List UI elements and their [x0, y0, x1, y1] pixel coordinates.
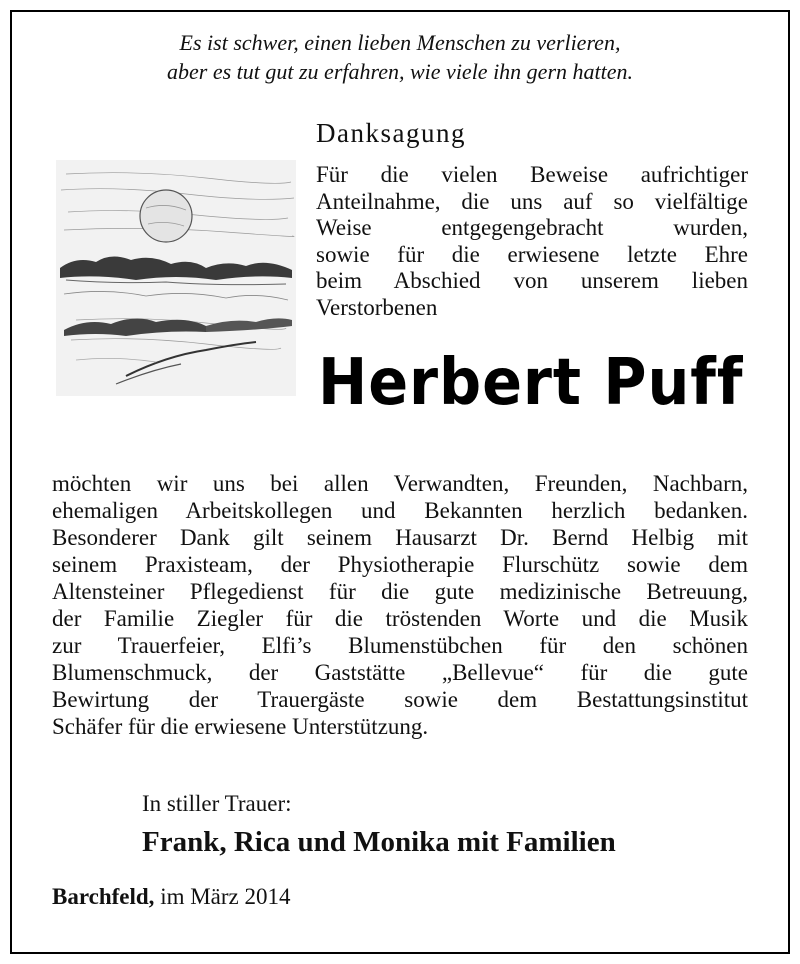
- body-line: der Familie Ziegler für die tröstenden Worte und die Musik: [52, 606, 748, 631]
- quote-line-1: Es ist schwer, einen lieben Menschen zu verlieren,: [179, 30, 621, 55]
- intro-line: Weise entgegengebracht wurden,: [316, 215, 748, 240]
- opening-quote: [0, 28, 800, 86]
- body-line: Schäfer für die erwiesene Unterstützung.: [52, 714, 429, 739]
- body-line: Besonderer Dank gilt seinem Hausarzt Dr. Bernd Helbig mit: [52, 525, 748, 550]
- body-line: ehemaligen Arbeitskollegen und Bekannten herzlich bedanken.: [52, 498, 748, 523]
- intro-line: Anteilnahme, die uns auf so vielfältige: [316, 188, 748, 214]
- mourning-label: In stiller Trauer:: [142, 791, 292, 816]
- intro-line: sowie für die erwiesene letzte Ehre: [316, 241, 748, 267]
- date-text: im März 2014: [160, 884, 291, 909]
- intro-paragraph: [316, 162, 748, 321]
- place-date: [52, 884, 291, 910]
- intro-line: beim Abschied von unserem lieben: [316, 268, 748, 293]
- intro-line: Für die vielen Beweise aufrichtiger: [316, 162, 748, 187]
- deceased-name: Herbert Puff: [318, 346, 744, 420]
- body-line: zur Trauerfeier, Elfi’s Blumenstübchen für den schönen: [52, 633, 748, 658]
- thanks-paragraph: [52, 470, 748, 740]
- family-signature: Frank, Rica und Monika mit Familien: [142, 826, 616, 858]
- body-line: Blumenschmuck, der Gaststätte „Bellevue“ für die gute: [52, 660, 748, 685]
- body-line: Altensteiner Pflegedienst für die gute medizinische Betreuung,: [52, 579, 748, 604]
- place-name: Barchfeld,: [52, 884, 155, 909]
- quote-line-2: aber es tut gut zu erfahren, wie viele ihn gern hatten.: [167, 59, 633, 84]
- body-line: Bewirtung der Trauergäste sowie dem Bestattungsinstitut: [52, 687, 748, 712]
- intro-line: Verstorbenen: [316, 294, 438, 320]
- body-line: möchten wir uns bei allen Verwandten, Freunden, Nachbarn,: [52, 471, 748, 496]
- sunset-sketch-image: [56, 160, 296, 396]
- body-line: seinem Praxisteam, der Physiotherapie Flurschütz sowie dem: [52, 552, 748, 577]
- notice-title: Danksagung: [316, 118, 466, 148]
